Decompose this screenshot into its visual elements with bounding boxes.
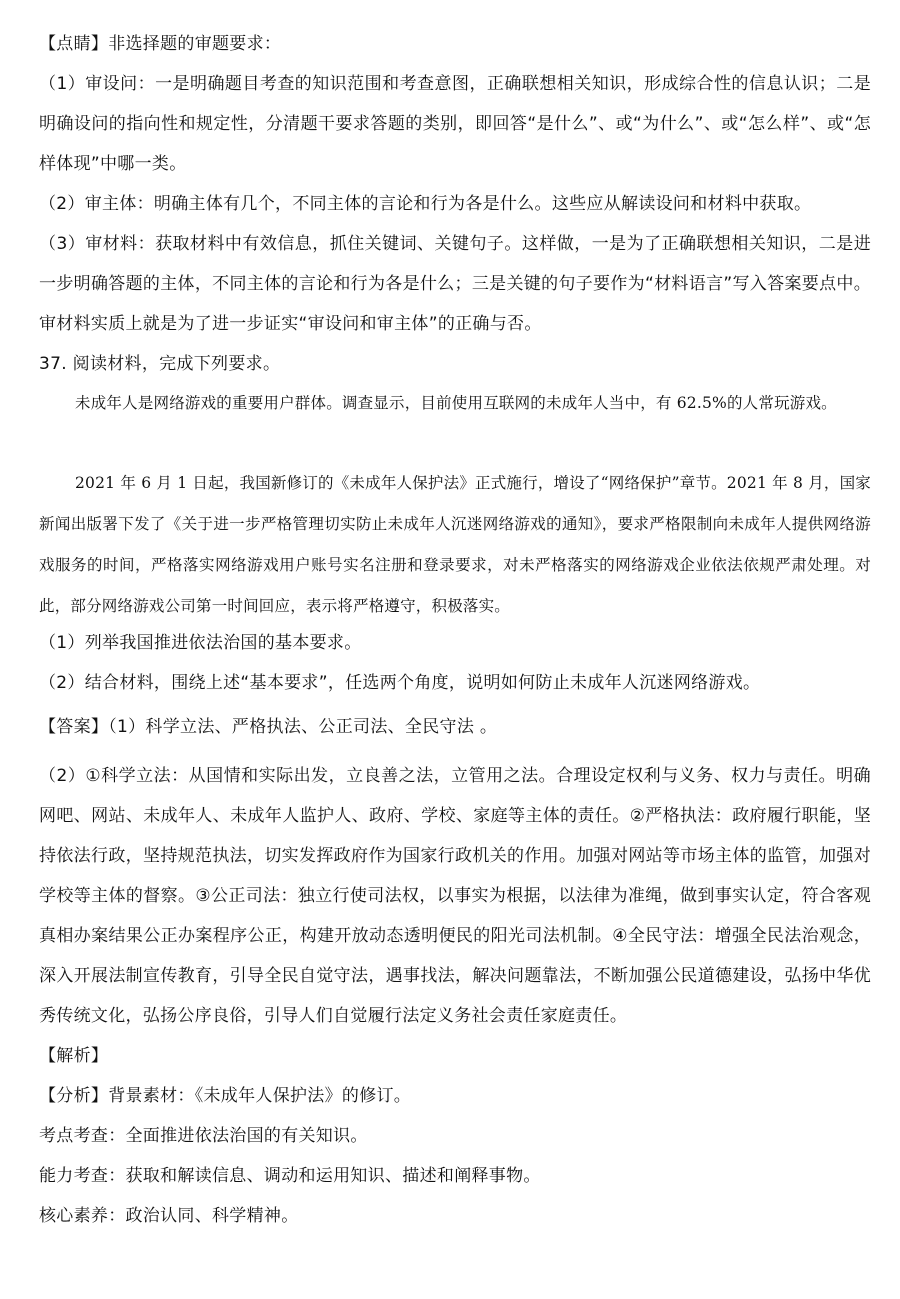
question-1: （1）列举我国推进依法治国的基本要求。 — [39, 633, 362, 653]
analysis-nengli: 能力考查：获取和解读信息、调动和运用知识、描述和阐释事物。 — [39, 1166, 541, 1186]
material-paragraph-1: 未成年人是网络游戏的重要用户群体。调查显示，目前使用互联网的未成年人当中，有 62.5%的人常玩游戏。 — [75, 394, 837, 412]
analysis-kaodian: 考点考查：全面推进依法治国的有关知识。 — [39, 1126, 368, 1146]
dianjing-item-3: （3）审材料：获取材料中有效信息，抓住关键词、关键句子。这样做，一是为了正确联想相关知识，二是进一步明确答题的主体，不同主体的言论和行为各是什么；三是关键的句子要作为“材料语言”写入答案要点中。审材料实质上就是为了进一步证实“审设问和审主体”的正确与否。 — [39, 234, 871, 334]
answer-part-2: （2）①科学立法：从国情和实际出发，立良善之法，立管用之法。合理设定权利与义务、权力与责任。明确网吧、网站、未成年人、未成年人监护人、政府、学校、家庭等主体的责任。②严格执法：政府履行职能，坚持依法行政，坚持规范执法，切实发挥政府作为国家行政机关的作用。加强对网站等市场主体的监管，加强对学校等主体的督察。③公正司法：独立行使司法权，以事实为根据，以法律为准绳，做到事实认定，符合客观真相办案结果公正办案程序公正，构建开放动态透明便民的阳光司法机制。④全民守法：增强全民法治观念，深入开展法制宣传教育，引导全民自觉守法，遇事找法，解决问题靠法，不断加强公民道德建设，弘扬中华优秀传统文化，弘扬公序良俗，引导人们自觉履行法定义务社会责任家庭责任。 — [39, 766, 871, 1026]
dianjing-item-2: （2）审主体：明确主体有几个，不同主体的言论和行为各是什么。这些应从解读设问和材料中获取。 — [39, 194, 812, 214]
question-stem: 37. 阅读材料，完成下列要求。 — [39, 354, 281, 374]
dianjing-heading: 【点睛】非选择题的审题要求： — [39, 34, 282, 54]
analysis-suyang: 核心素养：政治认同、科学精神。 — [39, 1206, 299, 1226]
material-paragraph-2: 2021 年 6 月 1 日起，我国新修订的《未成年人保护法》正式施行，增设了“网络保护”章节。2021 年 8 月，国家新闻出版署下发了《关于进一步严格管理切实防止未成年人沉迷网络游戏的通知》，要求严格限制向未成年人提供网络游戏服务的时间，严格落实网络游戏用户账号实名注册和登录要求，对未严格落实的网络游戏企业依法依规严肃处理。对此，部分网络游戏公司第一时间回应，表示将严格遵守，积极落实。 — [39, 474, 871, 615]
question-2: （2）结合材料，围绕上述“基本要求”，任选两个角度，说明如何防止未成年人沉迷网络游戏。 — [39, 673, 761, 693]
analysis-heading: 【解析】 — [39, 1046, 109, 1066]
analysis-fenxi: 【分析】背景素材：《未成年人保护法》的修订。 — [39, 1086, 412, 1106]
answer-part-1: 【答案】（1）科学立法、严格执法、公正司法、全民守法 。 — [39, 717, 498, 737]
dianjing-item-1: （1）审设问：一是明确题目考查的知识范围和考查意图，正确联想相关知识，形成综合性的信息认识；二是明确设问的指向性和规定性，分清题干要求答题的类别，即回答“是什么”、或“为什么”、或“怎么样”、或“怎样体现”中哪一类。 — [39, 74, 871, 174]
